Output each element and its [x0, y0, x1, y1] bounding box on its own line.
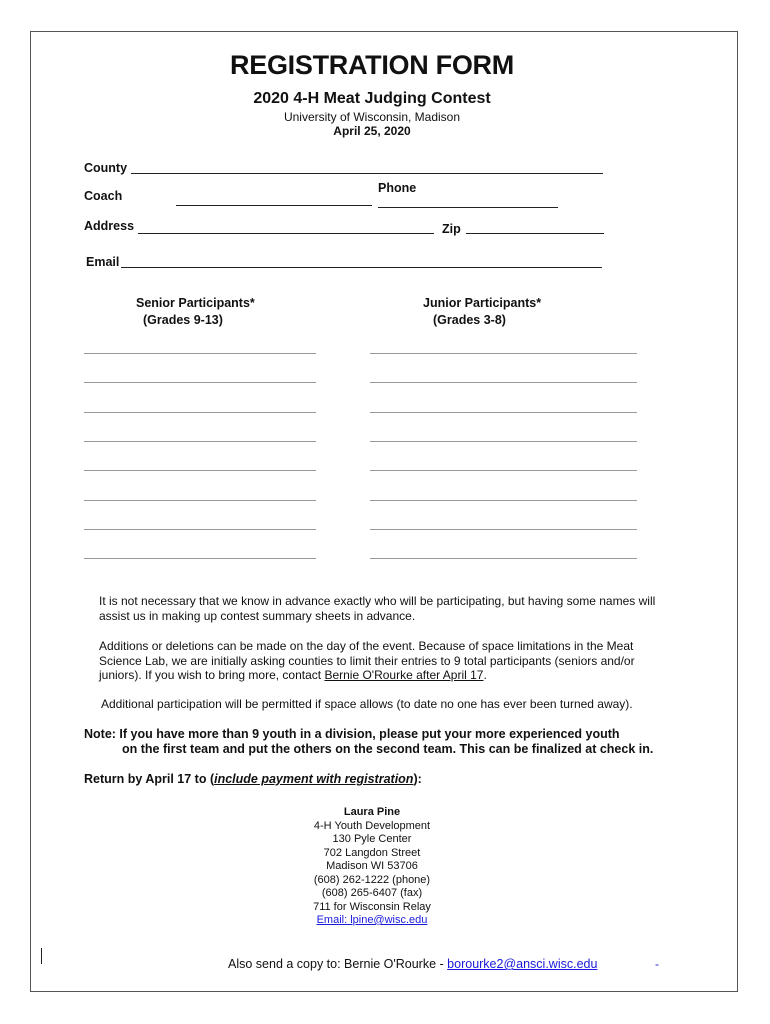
copy-instruction: [228, 957, 597, 971]
copy-email-link[interactable]: borourke2@ansci.wisc.edu: [447, 957, 598, 971]
senior-participant-line[interactable]: [84, 500, 316, 501]
junior-participant-line[interactable]: [370, 441, 637, 442]
note-line-2: on the first team and put the others on the second team. This can be finalized at check in.: [122, 742, 654, 756]
return-suffix: ):: [413, 772, 422, 786]
junior-participant-line[interactable]: [370, 353, 637, 354]
contact-building: 130 Pyle Center: [332, 833, 412, 845]
email-field[interactable]: [121, 267, 602, 268]
additions-text: Additions or deletions can be made on the day of the event. Because of space limitations in the Meat Science Lab, we are initially asking counties to limit their entries to 9 total participants (seniors and/or juniors). If you wish to bring more, contact: [99, 639, 635, 682]
contest-date: April 25, 2020: [333, 124, 411, 138]
junior-participant-line[interactable]: [370, 558, 637, 559]
phone-field[interactable]: [378, 207, 558, 208]
contest-name: 2020 4-H Meat Judging Contest: [253, 90, 491, 107]
junior-participant-line[interactable]: [370, 412, 637, 413]
county-label: County: [84, 161, 128, 175]
junior-grades: (Grades 3-8): [433, 313, 506, 327]
contact-city: Madison WI 53706: [326, 860, 418, 872]
contact-relay: 711 for Wisconsin Relay: [313, 900, 431, 913]
junior-participant-line[interactable]: [370, 382, 637, 383]
form-title: REGISTRATION FORM: [230, 50, 514, 80]
contact-email-link[interactable]: Email: lpine@wisc.edu: [316, 914, 428, 926]
paragraph-additional-participation: Additional participation will be permitted if space allows (to date no one has ever been turned away).: [101, 697, 633, 711]
junior-participant-line[interactable]: [370, 529, 637, 530]
senior-participant-line[interactable]: [84, 558, 316, 559]
senior-participant-line[interactable]: [84, 382, 316, 383]
contact-link[interactable]: Bernie O'Rourke after April 17: [324, 668, 484, 682]
paragraph-advance-notice: It is not necessary that we know in advance exactly who will be participating, but having some names will assist us in making up contest summary sheets in advance.: [99, 594, 656, 623]
text-cursor: [41, 948, 42, 964]
zip-label: Zip: [442, 222, 461, 236]
payment-emphasis: include payment with registration: [214, 772, 414, 786]
contact-name: Laura Pine: [343, 806, 401, 818]
additions-end: .: [483, 668, 487, 682]
coach-field[interactable]: [176, 205, 372, 206]
copy-prefix: Also send a copy to: Bernie O'Rourke -: [228, 957, 448, 971]
senior-participant-line[interactable]: [84, 412, 316, 413]
senior-participant-line[interactable]: [84, 353, 316, 354]
return-prefix: Return by April 17 to (: [84, 772, 215, 786]
contact-dept: 4-H Youth Development: [313, 819, 431, 832]
coach-label: Coach: [84, 189, 123, 203]
senior-participant-line[interactable]: [84, 529, 316, 530]
senior-heading: Senior Participants*: [136, 296, 255, 310]
return-instructions: [84, 772, 422, 786]
junior-participant-line[interactable]: [370, 470, 637, 471]
address-field[interactable]: [138, 233, 434, 234]
note-line-1: Note: If you have more than 9 youth in a division, please put your more experienced youth: [84, 727, 620, 741]
zip-field[interactable]: [466, 233, 604, 234]
paragraph-additions: [99, 639, 659, 683]
junior-heading: Junior Participants*: [423, 296, 542, 310]
junior-participant-line[interactable]: [370, 500, 637, 501]
phone-label: Phone: [378, 181, 417, 195]
email-label: Email: [86, 255, 120, 269]
mailing-address: [0, 806, 744, 928]
senior-participant-line[interactable]: [84, 470, 316, 471]
county-field[interactable]: [131, 173, 603, 174]
trailing-dash: -: [655, 957, 659, 971]
senior-grades: (Grades 9-13): [143, 313, 223, 327]
address-label: Address: [84, 219, 135, 233]
contact-street: 702 Langdon Street: [323, 846, 421, 859]
contact-fax: (608) 265-6407 (fax): [321, 887, 423, 899]
contact-phone: (608) 262-1222 (phone): [313, 873, 431, 886]
contest-location: University of Wisconsin, Madison: [283, 110, 461, 124]
senior-participant-line[interactable]: [84, 441, 316, 442]
